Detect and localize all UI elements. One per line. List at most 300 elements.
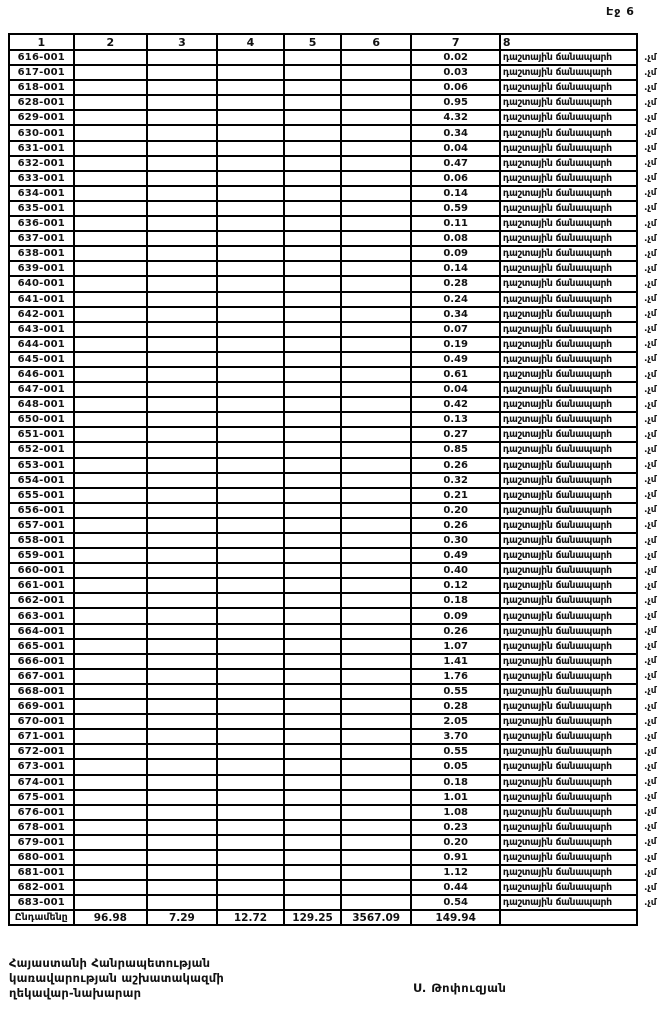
table-row xyxy=(10,472,657,487)
cell-land-use: դաշտային ճանապարհ xyxy=(502,701,612,713)
cell-area-value: 0.06 xyxy=(412,172,500,185)
cell-area-value: 1.08 xyxy=(412,806,500,819)
cell-empty xyxy=(75,308,149,321)
edge-fragment: .չմ xyxy=(644,339,657,350)
cell-empty xyxy=(285,474,342,487)
cell-empty xyxy=(75,142,149,155)
cell-area-value: 0.28 xyxy=(412,700,500,713)
edge-fragment: .չմ xyxy=(644,128,657,139)
cell-empty xyxy=(285,262,342,275)
cell-empty xyxy=(218,126,286,139)
cell-land-use: դաշտային ճանապարհ xyxy=(502,67,612,79)
cell-empty xyxy=(75,81,149,94)
table-row xyxy=(10,275,657,290)
header-cell-5: 5 xyxy=(285,35,342,49)
cell-empty xyxy=(75,96,149,109)
cell-parcel-id: 675-001 xyxy=(10,791,75,804)
table-row xyxy=(10,562,657,577)
edge-fragment: .չմ xyxy=(644,263,657,274)
cell-empty xyxy=(285,157,342,170)
cell-area-value: 0.12 xyxy=(412,579,500,592)
cell-empty xyxy=(218,368,286,381)
cell-land-use: դաշտային ճանապարհ xyxy=(502,82,612,94)
cell-empty xyxy=(218,851,286,864)
cell-empty xyxy=(342,685,413,698)
edge-fragment: .չմ xyxy=(644,897,657,908)
cell-area-value: 0.09 xyxy=(412,247,500,260)
cell-empty xyxy=(285,126,342,139)
cell-empty xyxy=(342,564,413,577)
cell-empty xyxy=(285,896,342,909)
cell-area-value: 0.26 xyxy=(412,625,500,638)
cell-empty xyxy=(218,519,286,532)
cell-empty xyxy=(148,670,218,683)
cell-empty xyxy=(342,821,413,834)
cell-empty xyxy=(75,398,149,411)
edge-fragment: .չմ xyxy=(644,143,657,154)
cell-empty xyxy=(218,81,286,94)
cell-empty xyxy=(218,474,286,487)
edge-fragment: .չմ xyxy=(644,761,657,772)
header-cell-3: 3 xyxy=(148,35,218,49)
cell-empty xyxy=(285,111,342,124)
cell-empty xyxy=(285,579,342,592)
cell-parcel-id: 643-001 xyxy=(10,323,75,336)
cell-land-use: դաշտային ճանապարհ xyxy=(502,202,612,214)
cell-empty xyxy=(218,760,286,773)
cell-empty xyxy=(75,685,149,698)
header-cell-1: 1 xyxy=(10,35,75,49)
cell-land-use: դաշտային ճանապարհ xyxy=(502,429,612,441)
cell-empty xyxy=(218,398,286,411)
cell-parcel-id: 662-001 xyxy=(10,594,75,607)
cell-empty xyxy=(148,398,218,411)
cell-empty xyxy=(148,368,218,381)
cell-empty xyxy=(148,896,218,909)
cell-empty xyxy=(285,655,342,668)
cell-empty xyxy=(342,262,413,275)
header-cell-8: 8 xyxy=(502,35,511,49)
cell-empty xyxy=(148,232,218,245)
cell-parcel-id: 683-001 xyxy=(10,896,75,909)
cell-empty xyxy=(75,640,149,653)
table-row xyxy=(10,653,657,668)
cell-area-value: 0.18 xyxy=(412,594,500,607)
cell-empty xyxy=(285,413,342,426)
cell-empty xyxy=(148,459,218,472)
cell-empty xyxy=(148,474,218,487)
cell-empty xyxy=(342,519,413,532)
cell-empty xyxy=(218,715,286,728)
table-row xyxy=(10,623,657,638)
cell-land-use: դաշտային ճանապարհ xyxy=(502,519,612,531)
cell-empty xyxy=(285,247,342,260)
edge-fragment: .չմ xyxy=(644,580,657,591)
cell-empty xyxy=(342,760,413,773)
cell-land-use: դաշտային ճանապարհ xyxy=(502,248,612,260)
table-row xyxy=(10,638,657,653)
cell-land-use: դաշտային ճանապարհ xyxy=(502,399,612,411)
cell-area-value: 0.23 xyxy=(412,821,500,834)
footer-line-3: ղեկավար-նախարար xyxy=(9,986,142,1000)
cell-empty xyxy=(285,881,342,894)
cell-empty xyxy=(218,730,286,743)
cell-empty xyxy=(342,851,413,864)
cell-parcel-id: 616-001 xyxy=(10,51,75,64)
cell-empty xyxy=(148,353,218,366)
cell-empty xyxy=(75,157,149,170)
cell-area-value: 0.14 xyxy=(412,187,500,200)
cell-parcel-id: 678-001 xyxy=(10,821,75,834)
cell-empty xyxy=(75,836,149,849)
cell-parcel-id: 680-001 xyxy=(10,851,75,864)
table-row xyxy=(10,774,657,789)
cell-empty xyxy=(218,338,286,351)
cell-empty xyxy=(342,232,413,245)
cell-empty xyxy=(75,881,149,894)
cell-empty xyxy=(75,655,149,668)
cell-empty xyxy=(148,202,218,215)
cell-empty xyxy=(342,549,413,562)
cell-empty xyxy=(285,745,342,758)
cell-empty xyxy=(285,821,342,834)
table-row xyxy=(10,230,657,245)
header-cell-7: 7 xyxy=(412,35,500,49)
cell-empty xyxy=(285,730,342,743)
cell-empty xyxy=(148,791,218,804)
cell-empty xyxy=(342,625,413,638)
edge-fragment: .չմ xyxy=(644,218,657,229)
cell-empty xyxy=(218,247,286,260)
cell-empty xyxy=(285,806,342,819)
table-row xyxy=(10,185,657,200)
edge-fragment: .չմ xyxy=(644,188,657,199)
cell-empty xyxy=(342,745,413,758)
cell-area-value: 0.49 xyxy=(412,549,500,562)
cell-empty xyxy=(285,353,342,366)
cell-empty xyxy=(148,262,218,275)
edge-fragment: .չմ xyxy=(644,837,657,848)
cell-parcel-id: 642-001 xyxy=(10,308,75,321)
cell-land-use: դաշտային ճանապարհ xyxy=(502,97,612,109)
cell-empty xyxy=(218,806,286,819)
table-row xyxy=(10,381,657,396)
cell-parcel-id: 637-001 xyxy=(10,232,75,245)
cell-empty xyxy=(148,564,218,577)
edge-fragment: .չմ xyxy=(644,626,657,637)
cell-empty xyxy=(342,836,413,849)
cell-empty xyxy=(342,730,413,743)
cell-empty xyxy=(148,383,218,396)
edge-fragment: .չմ xyxy=(644,671,657,682)
cell-empty xyxy=(218,655,286,668)
edge-fragment: .չմ xyxy=(644,716,657,727)
cell-land-use: դաշտային ճանապարհ xyxy=(502,278,612,290)
cell-empty xyxy=(342,51,413,64)
cell-empty xyxy=(218,836,286,849)
cell-land-use: դաշտային ճանապարհ xyxy=(502,550,612,562)
cell-empty xyxy=(75,776,149,789)
edge-fragment: .չմ xyxy=(644,822,657,833)
cell-land-use: դաշտային ճանապարհ xyxy=(502,580,612,592)
total-label: Ընդամենը xyxy=(10,911,75,924)
table-row xyxy=(10,366,657,381)
cell-empty xyxy=(285,519,342,532)
cell-land-use: դաշտային ճանապարհ xyxy=(502,233,612,245)
cell-parcel-id: 635-001 xyxy=(10,202,75,215)
cell-area-value: 1.76 xyxy=(412,670,500,683)
cell-parcel-id: 631-001 xyxy=(10,142,75,155)
table-row xyxy=(10,260,657,275)
cell-area-value: 0.06 xyxy=(412,81,500,94)
total-value: 7.29 xyxy=(148,911,218,924)
total-value: 96.98 xyxy=(75,911,149,924)
cell-land-use: դաշտային ճանապարհ xyxy=(502,806,612,818)
cell-area-value: 0.34 xyxy=(412,308,500,321)
table-row xyxy=(10,849,657,864)
cell-parcel-id: 682-001 xyxy=(10,881,75,894)
cell-empty xyxy=(342,202,413,215)
table-row xyxy=(10,487,657,502)
cell-land-use: դաշտային ճանապարհ xyxy=(502,474,612,486)
cell-parcel-id: 652-001 xyxy=(10,443,75,456)
cell-empty xyxy=(218,202,286,215)
cell-area-value: 0.09 xyxy=(412,609,500,622)
cell-parcel-id: 644-001 xyxy=(10,338,75,351)
cell-parcel-id: 618-001 xyxy=(10,81,75,94)
cell-empty xyxy=(285,277,342,290)
cell-parcel-id: 645-001 xyxy=(10,353,75,366)
cell-land-use: դաշտային ճանապարհ xyxy=(502,444,612,456)
cell-empty xyxy=(218,217,286,230)
table-total-row xyxy=(10,909,636,924)
cell-empty xyxy=(148,806,218,819)
cell-empty xyxy=(285,609,342,622)
edge-fragment: .չմ xyxy=(644,852,657,863)
cell-land-use: դաշտային ճանապարհ xyxy=(502,142,612,154)
edge-fragment: .չմ xyxy=(644,565,657,576)
cell-empty xyxy=(75,609,149,622)
cell-empty xyxy=(218,428,286,441)
cell-empty xyxy=(342,791,413,804)
cell-area-value: 0.26 xyxy=(412,459,500,472)
cell-area-value: 0.28 xyxy=(412,277,500,290)
cell-empty xyxy=(285,443,342,456)
signature-name: Ս. Թոփուզյան xyxy=(413,981,507,995)
total-value: 12.72 xyxy=(218,911,286,924)
cell-land-use: դաշտային ճանապարհ xyxy=(502,308,612,320)
cell-land-use: դաշտային ճանապարհ xyxy=(502,338,612,350)
cell-land-use: դաշտային ճանապարհ xyxy=(502,625,612,637)
cell-area-value: 1.12 xyxy=(412,866,500,879)
cell-empty xyxy=(285,368,342,381)
cell-parcel-id: 660-001 xyxy=(10,564,75,577)
cell-area-value: 0.27 xyxy=(412,428,500,441)
footer-official-title xyxy=(9,956,224,1001)
cell-empty xyxy=(148,126,218,139)
cell-empty xyxy=(148,594,218,607)
cell-empty xyxy=(285,670,342,683)
cell-land-use: դաշտային ճանապարհ xyxy=(502,489,612,501)
cell-empty xyxy=(218,700,286,713)
cell-empty xyxy=(75,625,149,638)
cell-empty xyxy=(148,172,218,185)
table-row xyxy=(10,789,657,804)
cell-empty xyxy=(218,157,286,170)
cell-empty xyxy=(75,443,149,456)
cell-empty xyxy=(75,519,149,532)
cell-empty xyxy=(218,413,286,426)
cell-land-use: դաշտային ճանապարհ xyxy=(502,761,612,773)
cell-empty xyxy=(148,308,218,321)
cell-area-value: 1.01 xyxy=(412,791,500,804)
cell-parcel-id: 650-001 xyxy=(10,413,75,426)
cell-empty xyxy=(75,489,149,502)
cell-parcel-id: 672-001 xyxy=(10,745,75,758)
cell-empty xyxy=(218,187,286,200)
cell-empty xyxy=(342,443,413,456)
table-row xyxy=(10,592,657,607)
cell-empty xyxy=(218,232,286,245)
cell-empty xyxy=(75,866,149,879)
edge-fragment: .չմ xyxy=(644,158,657,169)
cell-empty xyxy=(218,609,286,622)
cell-empty xyxy=(285,428,342,441)
cell-empty xyxy=(342,187,413,200)
cell-empty xyxy=(285,187,342,200)
cell-empty xyxy=(218,504,286,517)
cell-area-value: 0.18 xyxy=(412,776,500,789)
cell-land-use: դաշտային ճանապարհ xyxy=(502,293,612,305)
cell-empty xyxy=(285,96,342,109)
cell-area-value: 2.05 xyxy=(412,715,500,728)
edge-fragment: .չմ xyxy=(644,792,657,803)
edge-fragment: .չմ xyxy=(644,777,657,788)
cell-empty xyxy=(342,534,413,547)
edge-fragment: .չմ xyxy=(644,97,657,108)
cell-empty xyxy=(148,489,218,502)
table-row xyxy=(10,698,657,713)
cell-empty xyxy=(218,383,286,396)
cell-empty xyxy=(75,51,149,64)
cell-empty xyxy=(285,851,342,864)
cell-empty xyxy=(218,308,286,321)
cell-empty xyxy=(75,413,149,426)
cell-parcel-id: 636-001 xyxy=(10,217,75,230)
cell-land-use: դաշտային ճանապարհ xyxy=(502,746,612,758)
cell-empty xyxy=(285,232,342,245)
edge-fragment: .չմ xyxy=(644,309,657,320)
cell-empty xyxy=(342,142,413,155)
cell-empty xyxy=(285,564,342,577)
cell-parcel-id: 651-001 xyxy=(10,428,75,441)
cell-empty xyxy=(148,81,218,94)
cell-empty xyxy=(218,670,286,683)
cell-empty xyxy=(342,881,413,894)
cell-empty xyxy=(342,489,413,502)
table-row xyxy=(10,291,657,306)
cell-empty xyxy=(148,640,218,653)
cell-empty xyxy=(148,881,218,894)
cell-land-use: դաշտային ճանապարհ xyxy=(502,414,612,426)
cell-empty xyxy=(285,323,342,336)
cell-empty xyxy=(342,383,413,396)
cell-empty xyxy=(75,715,149,728)
table-row xyxy=(10,758,657,773)
cell-parcel-id: 617-001 xyxy=(10,66,75,79)
cell-empty xyxy=(75,126,149,139)
cell-area-value: 1.41 xyxy=(412,655,500,668)
cell-empty xyxy=(342,670,413,683)
cell-land-use: դաշտային ճանապարհ xyxy=(502,535,612,547)
cell-land-use: դաշտային ճանապարհ xyxy=(502,263,612,275)
cell-empty xyxy=(285,504,342,517)
edge-fragment: .չմ xyxy=(644,550,657,561)
cell-empty xyxy=(218,459,286,472)
cell-empty xyxy=(218,111,286,124)
table-row xyxy=(10,502,657,517)
cell-empty xyxy=(285,791,342,804)
cell-empty xyxy=(285,202,342,215)
edge-fragment: .չմ xyxy=(644,595,657,606)
table-row xyxy=(10,743,657,758)
edge-fragment: .չմ xyxy=(644,746,657,757)
table-row xyxy=(10,306,657,321)
edge-fragment: .չմ xyxy=(644,641,657,652)
cell-land-use: դաշտային ճանապարհ xyxy=(502,882,612,894)
cell-parcel-id: 640-001 xyxy=(10,277,75,290)
cell-area-value: 4.32 xyxy=(412,111,500,124)
cell-empty xyxy=(75,187,149,200)
cell-empty xyxy=(218,96,286,109)
cell-empty xyxy=(148,625,218,638)
cell-empty xyxy=(75,474,149,487)
cell-parcel-id: 664-001 xyxy=(10,625,75,638)
cell-empty xyxy=(148,142,218,155)
table-row xyxy=(10,713,657,728)
table-row xyxy=(10,532,657,547)
cell-empty xyxy=(342,247,413,260)
cell-empty xyxy=(75,504,149,517)
cell-empty xyxy=(342,428,413,441)
edge-fragment: .չմ xyxy=(644,686,657,697)
cell-parcel-id: 668-001 xyxy=(10,685,75,698)
table-row xyxy=(10,351,657,366)
cell-empty xyxy=(75,277,149,290)
cell-parcel-id: 671-001 xyxy=(10,730,75,743)
cell-area-value: 0.32 xyxy=(412,474,500,487)
cell-empty xyxy=(342,594,413,607)
cell-empty xyxy=(342,172,413,185)
cell-empty xyxy=(148,217,218,230)
cell-empty xyxy=(75,534,149,547)
edge-fragment: .չմ xyxy=(644,369,657,380)
cell-empty xyxy=(75,896,149,909)
edge-fragment: .չմ xyxy=(644,233,657,244)
cell-empty xyxy=(148,700,218,713)
table-row xyxy=(10,547,657,562)
cell-empty xyxy=(148,111,218,124)
cell-empty xyxy=(285,700,342,713)
cell-area-value: 0.30 xyxy=(412,534,500,547)
cell-empty xyxy=(342,157,413,170)
cell-area-value: 1.07 xyxy=(412,640,500,653)
table-row xyxy=(10,457,657,472)
edge-fragment: .չմ xyxy=(644,324,657,335)
cell-parcel-id: 663-001 xyxy=(10,609,75,622)
edge-fragment: .չմ xyxy=(644,490,657,501)
table-row xyxy=(10,396,657,411)
